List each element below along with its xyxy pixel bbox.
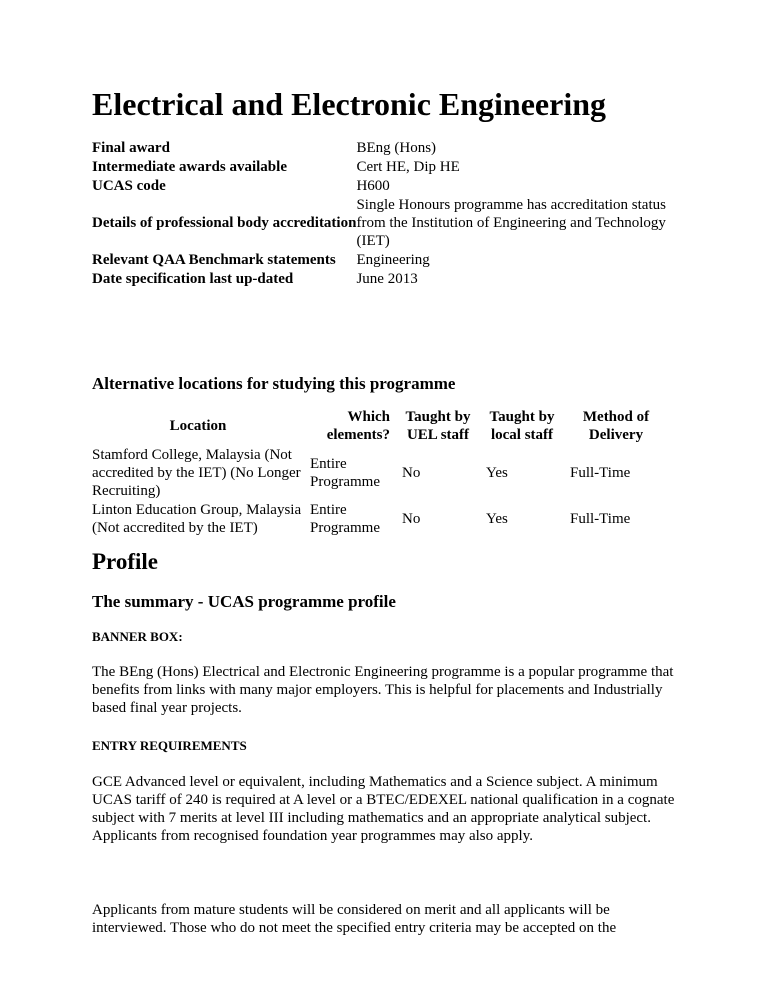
elements-cell: Entire Programme (310, 456, 380, 490)
spec-label: Details of professional body accreditation (92, 215, 357, 231)
local-staff-cell: Yes (486, 511, 508, 527)
spec-label: UCAS code (92, 178, 166, 194)
spec-value: H600 (356, 178, 390, 194)
table-row (92, 139, 682, 158)
col-header: Method of Delivery (582, 409, 650, 443)
spec-label: Date specification last up-dated (92, 271, 294, 287)
col-header: Taught by UEL staff (405, 409, 471, 443)
ucas-profile-subheading: The summary - UCAS programme profile (92, 592, 396, 611)
spec-label: Final award (92, 140, 170, 156)
spec-value: June 2013 (356, 271, 418, 287)
locations-heading: Alternative locations for studying this programme (92, 374, 456, 393)
table-row (92, 177, 682, 196)
banner-text: The BEng (Hons) Electrical and Electronic Engineering programme is a popular programme that benefits from links with many major employers. This is helpful for placements and Industrially based final year projects. (92, 664, 674, 716)
programme-spec-table (92, 139, 682, 289)
table-row (92, 196, 682, 251)
spec-label: Intermediate awards available (92, 159, 287, 175)
spec-value: Engineering (356, 252, 430, 268)
table-row (92, 446, 668, 501)
entry-requirements-text: GCE Advanced level or equivalent, including Mathematics and a Science subject. A minimum UCAS tariff of 240 is required at A level or a BTEC/EDEXEL national qualification in a cognate subject with 7 merits at level III including mathematics and an appropriate analytical subject. Applicants from recognised foundation year programmes may also apply. (92, 774, 675, 844)
delivery-cell: Full-Time (570, 511, 631, 527)
elements-cell: Entire Programme (310, 502, 380, 536)
profile-heading: Profile (92, 549, 158, 574)
banner-box-label: BANNER BOX: (92, 629, 183, 644)
spec-value: Cert HE, Dip HE (356, 159, 460, 175)
mature-applicants-text: Applicants from mature students will be considered on merit and all applicants will be interviewed. Those who do not meet the specified entry criteria may be accepted on the (92, 902, 617, 936)
locations-table (92, 408, 668, 538)
spec-value: BEng (Hons) (356, 140, 437, 156)
page-title: Electrical and Electronic Engineering (92, 86, 607, 122)
spec-label: Relevant QAA Benchmark statements (92, 252, 336, 268)
spec-value: Single Honours programme has accreditation status from the Institution of Engineering and Technology (IET) (356, 197, 666, 249)
entry-requirements-label: ENTRY REQUIREMENTS (92, 738, 247, 753)
table-row (92, 270, 682, 289)
uel-staff-cell: No (402, 511, 421, 527)
table-row (92, 251, 682, 270)
table-row (92, 158, 682, 177)
table-row (92, 501, 668, 538)
table-header-row (92, 408, 668, 446)
delivery-cell: Full-Time (570, 465, 631, 481)
col-header: Taught by local staff (489, 409, 555, 443)
location-cell: Linton Education Group, Malaysia (Not accredited by the IET) (92, 502, 302, 536)
local-staff-cell: Yes (486, 465, 508, 481)
col-header: Which elements? (326, 409, 390, 443)
col-header: Location (169, 418, 227, 434)
uel-staff-cell: No (402, 465, 421, 481)
location-cell: Stamford College, Malaysia (Not accredited by the IET) (No Longer Recruiting) (92, 447, 301, 499)
